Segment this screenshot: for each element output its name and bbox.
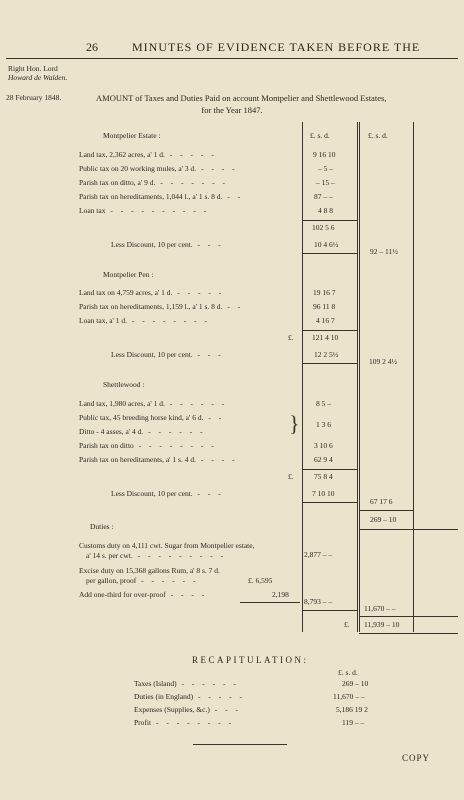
row-value: – 5 – xyxy=(318,164,333,173)
column-rule-2 xyxy=(357,122,358,632)
currency-mark: £. xyxy=(288,333,294,342)
table-row: Add one-third for over-proof - - - - xyxy=(79,590,208,599)
row-value: 4 16 7 xyxy=(316,316,335,325)
page-number: 26 xyxy=(86,40,98,54)
subtotal-value: 75 8 4 xyxy=(314,472,333,481)
table-row: Excise duty on 15,368 gallons Rum, a' 8 s. 7 d. xyxy=(79,566,220,575)
currency-mark: £. xyxy=(288,472,294,481)
net-value: 109 2 4½ xyxy=(369,357,398,366)
subtotal-rule xyxy=(303,469,357,470)
third-amount: 2,198 xyxy=(272,590,289,599)
closing-rule xyxy=(193,744,287,745)
duties-rule xyxy=(303,610,357,611)
table-row: Customs duty on 4,111 cwt. Sugar from Montpelier estate, xyxy=(79,541,255,550)
subtotal-value: 102 5 6 xyxy=(312,223,335,232)
discount-row: Less Discount, 10 per cent. - - - xyxy=(111,489,224,498)
table-row: Ditto - 4 asses, a' 4 d. - - - - - - xyxy=(79,427,206,436)
row-value: 96 11 8 xyxy=(313,302,336,311)
row-value: – 15 – xyxy=(316,178,335,187)
excise-rule xyxy=(240,602,300,603)
column-rule-2b xyxy=(359,122,360,632)
table-row-cont: a' 14 s. per cwt. - - - - - - - - - xyxy=(86,551,227,560)
recap-value: 269 – 10 xyxy=(342,679,369,688)
taxes-total-underline xyxy=(359,529,458,530)
table-row: Parish tax on ditto, a' 9 d. - - - - - - - xyxy=(79,178,228,187)
page-title: MINUTES OF EVIDENCE TAKEN BEFORE THE xyxy=(132,40,421,54)
excise-amount: £. 6,595 xyxy=(248,576,273,585)
table-row: Parish tax on hereditaments, 1,159 l., a' 1 s. 8 d. - - xyxy=(79,302,244,311)
recap-row: Taxes (Island) - - - - - - xyxy=(134,679,239,688)
table-row: Parish tax on hereditaments, 1,044 l., a' 1 s. 8 d. - - xyxy=(79,192,244,201)
witness-name-line2: Howard de Walden. xyxy=(8,73,68,82)
table-row: Parish tax on hereditaments, a' 1 s. 4 d. - - - - xyxy=(79,455,238,464)
grand-total-rule xyxy=(359,616,458,617)
column-rule-1 xyxy=(302,122,303,632)
discount-value: 7 10 10 xyxy=(312,489,335,498)
column-heading-1: £. s. d. xyxy=(310,131,330,140)
discount-row: Less Discount, 10 per cent. - - - xyxy=(111,240,224,249)
section-heading-shettlewood: Shettlewood : xyxy=(103,380,145,389)
evidence-date: 28 February 1848. xyxy=(6,93,62,102)
discount-value: 10 4 6½ xyxy=(314,240,339,249)
taxes-total-rule xyxy=(359,510,413,511)
section-heading-duties: Duties : xyxy=(90,522,114,531)
header-rule xyxy=(6,58,458,59)
recap-column-heading: £. s. d. xyxy=(338,668,358,677)
discount-rule xyxy=(303,363,357,364)
net-value: 92 – 11½ xyxy=(370,247,398,256)
table-row: Loan tax, a' 1 d. - - - - - - - - xyxy=(79,316,210,325)
statement-subtitle: for the Year 1847. xyxy=(201,105,263,115)
table-row: Land tax, 2,362 acres, a' 1 d. - - - - - xyxy=(79,150,217,159)
table-row: Public tax on 20 working mules, a' 3 d. - - - - xyxy=(79,164,238,173)
row-value: 8 5 – xyxy=(316,399,331,408)
brace-icon: } xyxy=(289,411,300,436)
grand-total-underline xyxy=(359,633,458,634)
recap-value: 11,670 – – xyxy=(333,692,365,701)
duties-total-value: 11,670 – – xyxy=(364,604,396,613)
currency-mark: £. xyxy=(344,620,350,629)
recap-value: 119 – – xyxy=(342,718,365,727)
witness-name-line1: Right Hon. Lord xyxy=(8,64,58,73)
column-rule-3 xyxy=(413,122,414,632)
net-value: 67 17 6 xyxy=(370,497,393,506)
discount-rule xyxy=(303,502,357,503)
row-value: 87 – – xyxy=(314,192,333,201)
statement-title: AMOUNT of Taxes and Duties Paid on account Montpelier and Shettlewood Estates, xyxy=(96,93,387,103)
row-value: 4 8 8 xyxy=(318,206,333,215)
discount-rule xyxy=(303,253,357,254)
recap-title: RECAPITULATION: xyxy=(192,655,309,665)
row-value: 2,877 – – xyxy=(304,550,333,559)
table-row: Land tax, 1,980 acres, a' 1 d. - - - - - - xyxy=(79,399,228,408)
recap-row: Duties (in England) - - - - - xyxy=(134,692,246,701)
section-heading-montpelier-pen: Montpelier Pen : xyxy=(103,270,154,279)
table-row-cont: per gallon, proof - - - - - - xyxy=(86,576,199,585)
row-value: 19 16 7 xyxy=(313,288,336,297)
column-heading-2: £. s. d. xyxy=(368,131,388,140)
row-value: 62 9 4 xyxy=(314,455,333,464)
section-heading-montpelier-estate: Montpelier Estate : xyxy=(103,131,161,140)
subtotal-rule xyxy=(303,330,357,331)
recap-row: Expenses (Supplies, &c.) - - - xyxy=(134,705,241,714)
row-value: 3 10 6 xyxy=(314,441,333,450)
table-row: Public tax, 45 breeding horse kind, a' 6 d. - - xyxy=(79,413,225,422)
grand-total-value: 11,939 – 10 xyxy=(364,620,400,629)
discount-row: Less Discount, 10 per cent. - - - xyxy=(111,350,224,359)
table-row: Land tax on 4,759 acres, a' 1 d. - - - - - xyxy=(79,288,225,297)
row-value: 9 16 10 xyxy=(313,150,336,159)
table-row: Loan tax - - - - - - - - - - xyxy=(79,206,210,215)
subtotal-value: 121 4 10 xyxy=(312,333,339,342)
recap-row: Profit - - - - - - - - xyxy=(134,718,235,727)
row-value: 1 3 6 xyxy=(316,420,331,429)
discount-value: 12 2 5½ xyxy=(314,350,339,359)
table-row: Parish tax on ditto - - - - - - - - xyxy=(79,441,217,450)
subtotal-rule xyxy=(303,220,357,221)
excise-total-value: 8,793 – – xyxy=(304,597,333,606)
recap-value: 5,186 19 2 xyxy=(336,705,368,714)
taxes-total-value: 269 – 10 xyxy=(370,515,397,524)
catchword: COPY xyxy=(402,753,431,763)
